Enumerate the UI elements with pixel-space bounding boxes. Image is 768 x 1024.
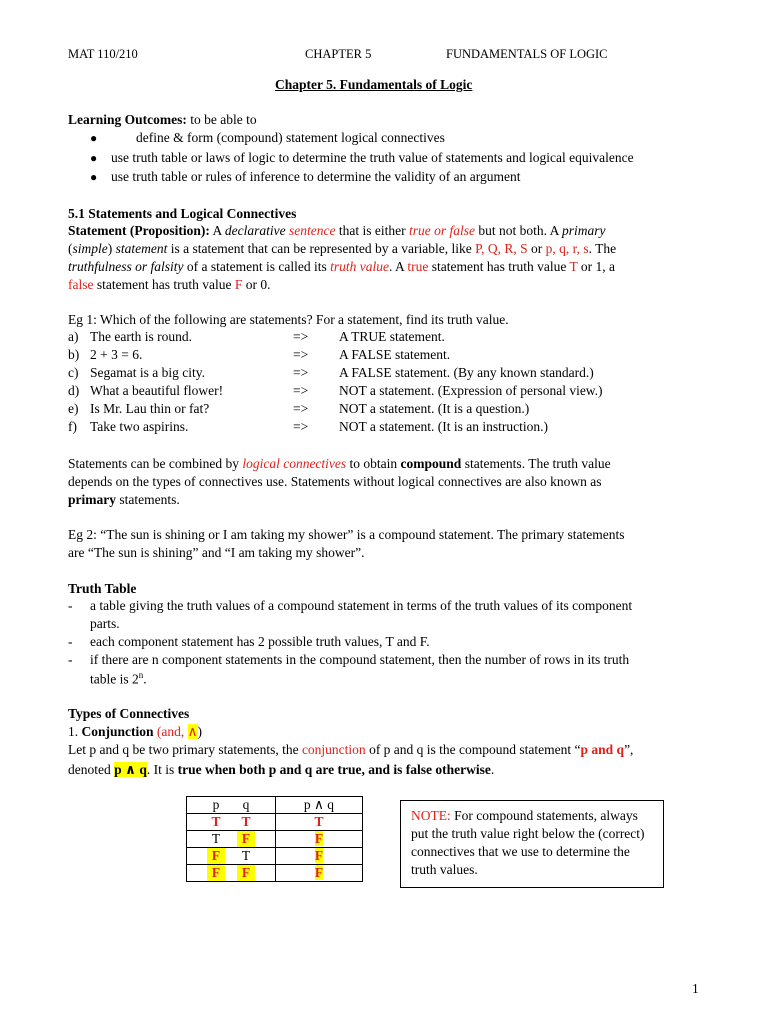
list-item: use truth table or rules of inference to determine the validity of an argument xyxy=(111,169,521,184)
section-heading: 5.1 Statements and Logical Connectives xyxy=(68,206,297,221)
dash-icon: - xyxy=(68,598,73,613)
section-heading: Types of Connectives xyxy=(68,706,190,721)
conjunction-heading: 1. Conjunction (and, ∧) xyxy=(68,724,203,739)
dash-icon: - xyxy=(68,652,73,667)
list-item: d) What a beautiful flower! => NOT a statement. (Expression of personal view.) xyxy=(68,383,603,398)
paragraph: depends on the types of connectives use. Statements without logical connectives are also known as xyxy=(68,474,602,489)
paragraph: Statements can be combined by logical connectives to obtain compound statements. The truth value xyxy=(68,456,611,471)
list-item: parts. xyxy=(90,616,120,631)
list-item: table is 2$^n$. xyxy=(90,670,147,687)
list-item: f) Take two aspirins. => NOT a statement. (It is an instruction.) xyxy=(68,419,548,434)
paragraph: primary statements. xyxy=(68,492,180,507)
bullet-icon: ● xyxy=(90,151,98,165)
eg2-line: are “The sun is shining” and “I am taking my shower”. xyxy=(68,545,365,560)
section-heading: Truth Table xyxy=(68,581,137,596)
and-symbol-icon: ∧ xyxy=(187,724,198,739)
list-item: each component statement has 2 possible truth values, T and F. xyxy=(90,634,430,649)
paragraph: false statement has truth value F or 0. xyxy=(68,277,271,292)
page-number: 1 xyxy=(692,981,699,996)
table-row: T T T xyxy=(187,814,363,831)
eg2-line: Eg 2: “The sun is shining or I am taking my shower” is a compound statement. The primary statements xyxy=(68,527,625,542)
list-item: b) 2 + 3 = 6. => A FALSE statement. xyxy=(68,347,451,362)
header-course: MAT 110/210 xyxy=(68,47,138,61)
table-row: F T F xyxy=(187,848,363,865)
table-row: F F F xyxy=(187,865,363,882)
paragraph: denoted p ∧ q. It is true when both p and q are true, and is false otherwise. xyxy=(68,762,495,777)
list-item: a) The earth is round. => A TRUE statement. xyxy=(68,329,445,344)
dash-icon: - xyxy=(68,634,73,649)
eg1-question: Eg 1: Which of the following are statements? For a statement, find its truth value. xyxy=(68,312,509,327)
header-chapter: CHAPTER 5 xyxy=(305,47,372,61)
table-row: T F F xyxy=(187,831,363,848)
learning-outcomes: Learning Outcomes: to be able to xyxy=(68,112,257,127)
paragraph: (simple) statement is a statement that can be represented by a variable, like P, Q, R, S or p, q, r, s. The xyxy=(68,241,617,256)
header-topic: FUNDAMENTALS OF LOGIC xyxy=(446,47,608,61)
list-item: a table giving the truth values of a compound statement in terms of the truth values of its component xyxy=(90,598,633,613)
paragraph: Statement (Proposition): A declarative sentence that is either true or false but not both. A primary xyxy=(68,223,606,238)
paragraph: truthfulness or falsity of a statement is called its truth value. A true statement has truth value T or 1, a xyxy=(68,259,615,274)
list-item: define & form (compound) statement logical connectives xyxy=(136,130,445,145)
paragraph: Let p and q be two primary statements, the conjunction of p and q is the compound statement “p and q”, xyxy=(68,742,634,757)
list-item: c) Segamat is a big city. => A FALSE statement. (By any known standard.) xyxy=(68,365,594,380)
list-item: use truth table or laws of logic to determine the truth value of statements and logical equivalence xyxy=(111,150,634,165)
table-header-row: p q p ∧ q xyxy=(187,797,363,814)
list-item: if there are n component statements in the compound statement, then the number of rows in its truth xyxy=(90,652,630,667)
list-item: e) Is Mr. Lau thin or fat? => NOT a statement. (It is a question.) xyxy=(68,401,530,416)
truth-table xyxy=(186,796,363,882)
bullet-icon: ● xyxy=(90,131,98,145)
note-box: NOTE: For compound statements, always put the truth value right below the (correct) connectives that we use to determine the truth values. xyxy=(400,800,664,888)
bullet-icon: ● xyxy=(90,170,98,184)
page-title: Chapter 5. Fundamentals of Logic xyxy=(275,77,473,92)
